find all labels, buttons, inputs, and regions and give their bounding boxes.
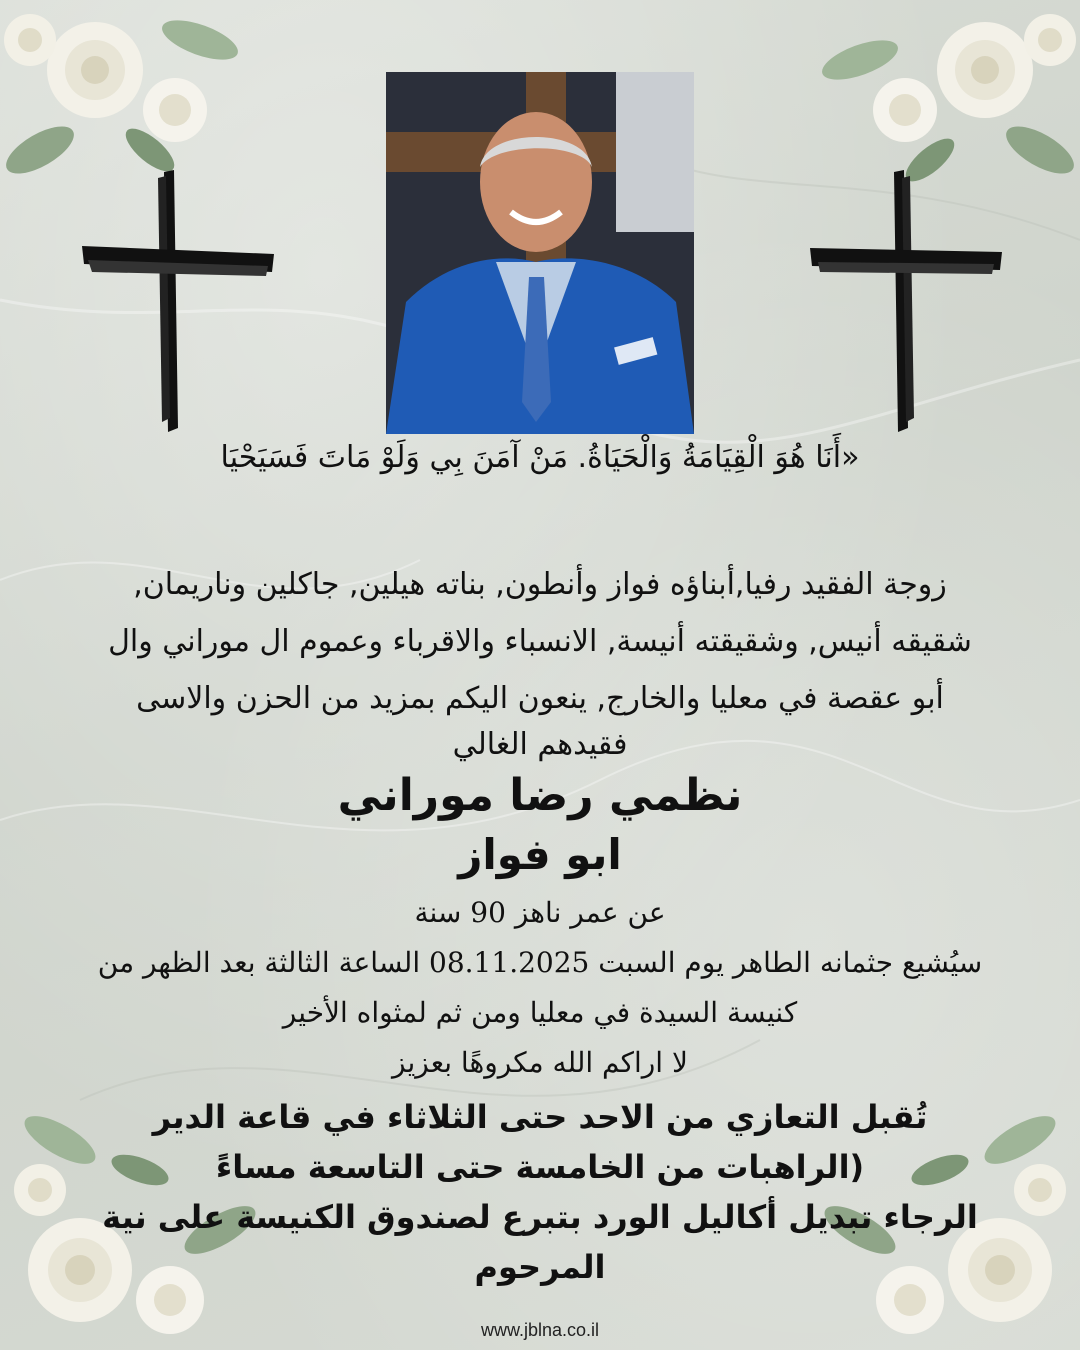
details-line: سيُشيع جثمانه الطاهر يوم السبت 08.11.2025 الساعة الثالثة بعد الظهر من	[97, 946, 983, 979]
condolence-line: (الراهبات من الخامسة حتى التاسعة مساءً	[215, 1148, 865, 1186]
condolence-line: المرحوم	[474, 1248, 606, 1286]
family-line: زوجة الفقيد رفيا,أبناؤه فواز وأنطون, بناته هيلين, جاكلين وناريمان,	[133, 567, 947, 602]
funeral-details	[10, 888, 1070, 1088]
condolence-info	[10, 1092, 1070, 1292]
portrait-photo	[386, 72, 694, 434]
deceased-name: نظمي رضا موراني	[337, 770, 743, 821]
family-line: أبو عقصة في معليا والخارج, ينعون اليكم بمزيد من الحزن والاسى	[136, 681, 944, 716]
family-line: فقيدهم الغالي	[452, 727, 628, 762]
family-line: شقيقه أنيس, وشقيقته أنيسة, الانسباء والاقرباء وعموم ال موراني وال	[108, 624, 972, 659]
details-line: عن عمر ناهز 90 سنة	[414, 896, 666, 929]
cross-icon	[806, 168, 1006, 438]
scripture-verse: «أَنَا هُوَ الْقِيَامَةُ وَالْحَيَاةُ. مَنْ آمَنَ بِي وَلَوْ مَاتَ فَسَيَحْيَا	[220, 440, 860, 475]
cross-icon	[78, 168, 278, 438]
details-line: كنيسة السيدة في معليا ومن ثم لمثواه الأخير	[282, 996, 798, 1029]
condolence-line: الرجاء تبديل أكاليل الورد بتبرع لصندوق الكنيسة على نية	[102, 1198, 978, 1236]
condolence-line: تُقبل التعازي من الاحد حتى الثلاثاء في قاعة الدير	[152, 1098, 928, 1136]
deceased-nickname: ابو فواز	[458, 830, 622, 879]
family-announcement	[10, 556, 1070, 763]
details-line: لا اراكم الله مكروهًا بعزيز	[392, 1046, 688, 1079]
website-link[interactable]: www.jblna.co.il	[480, 1320, 600, 1340]
